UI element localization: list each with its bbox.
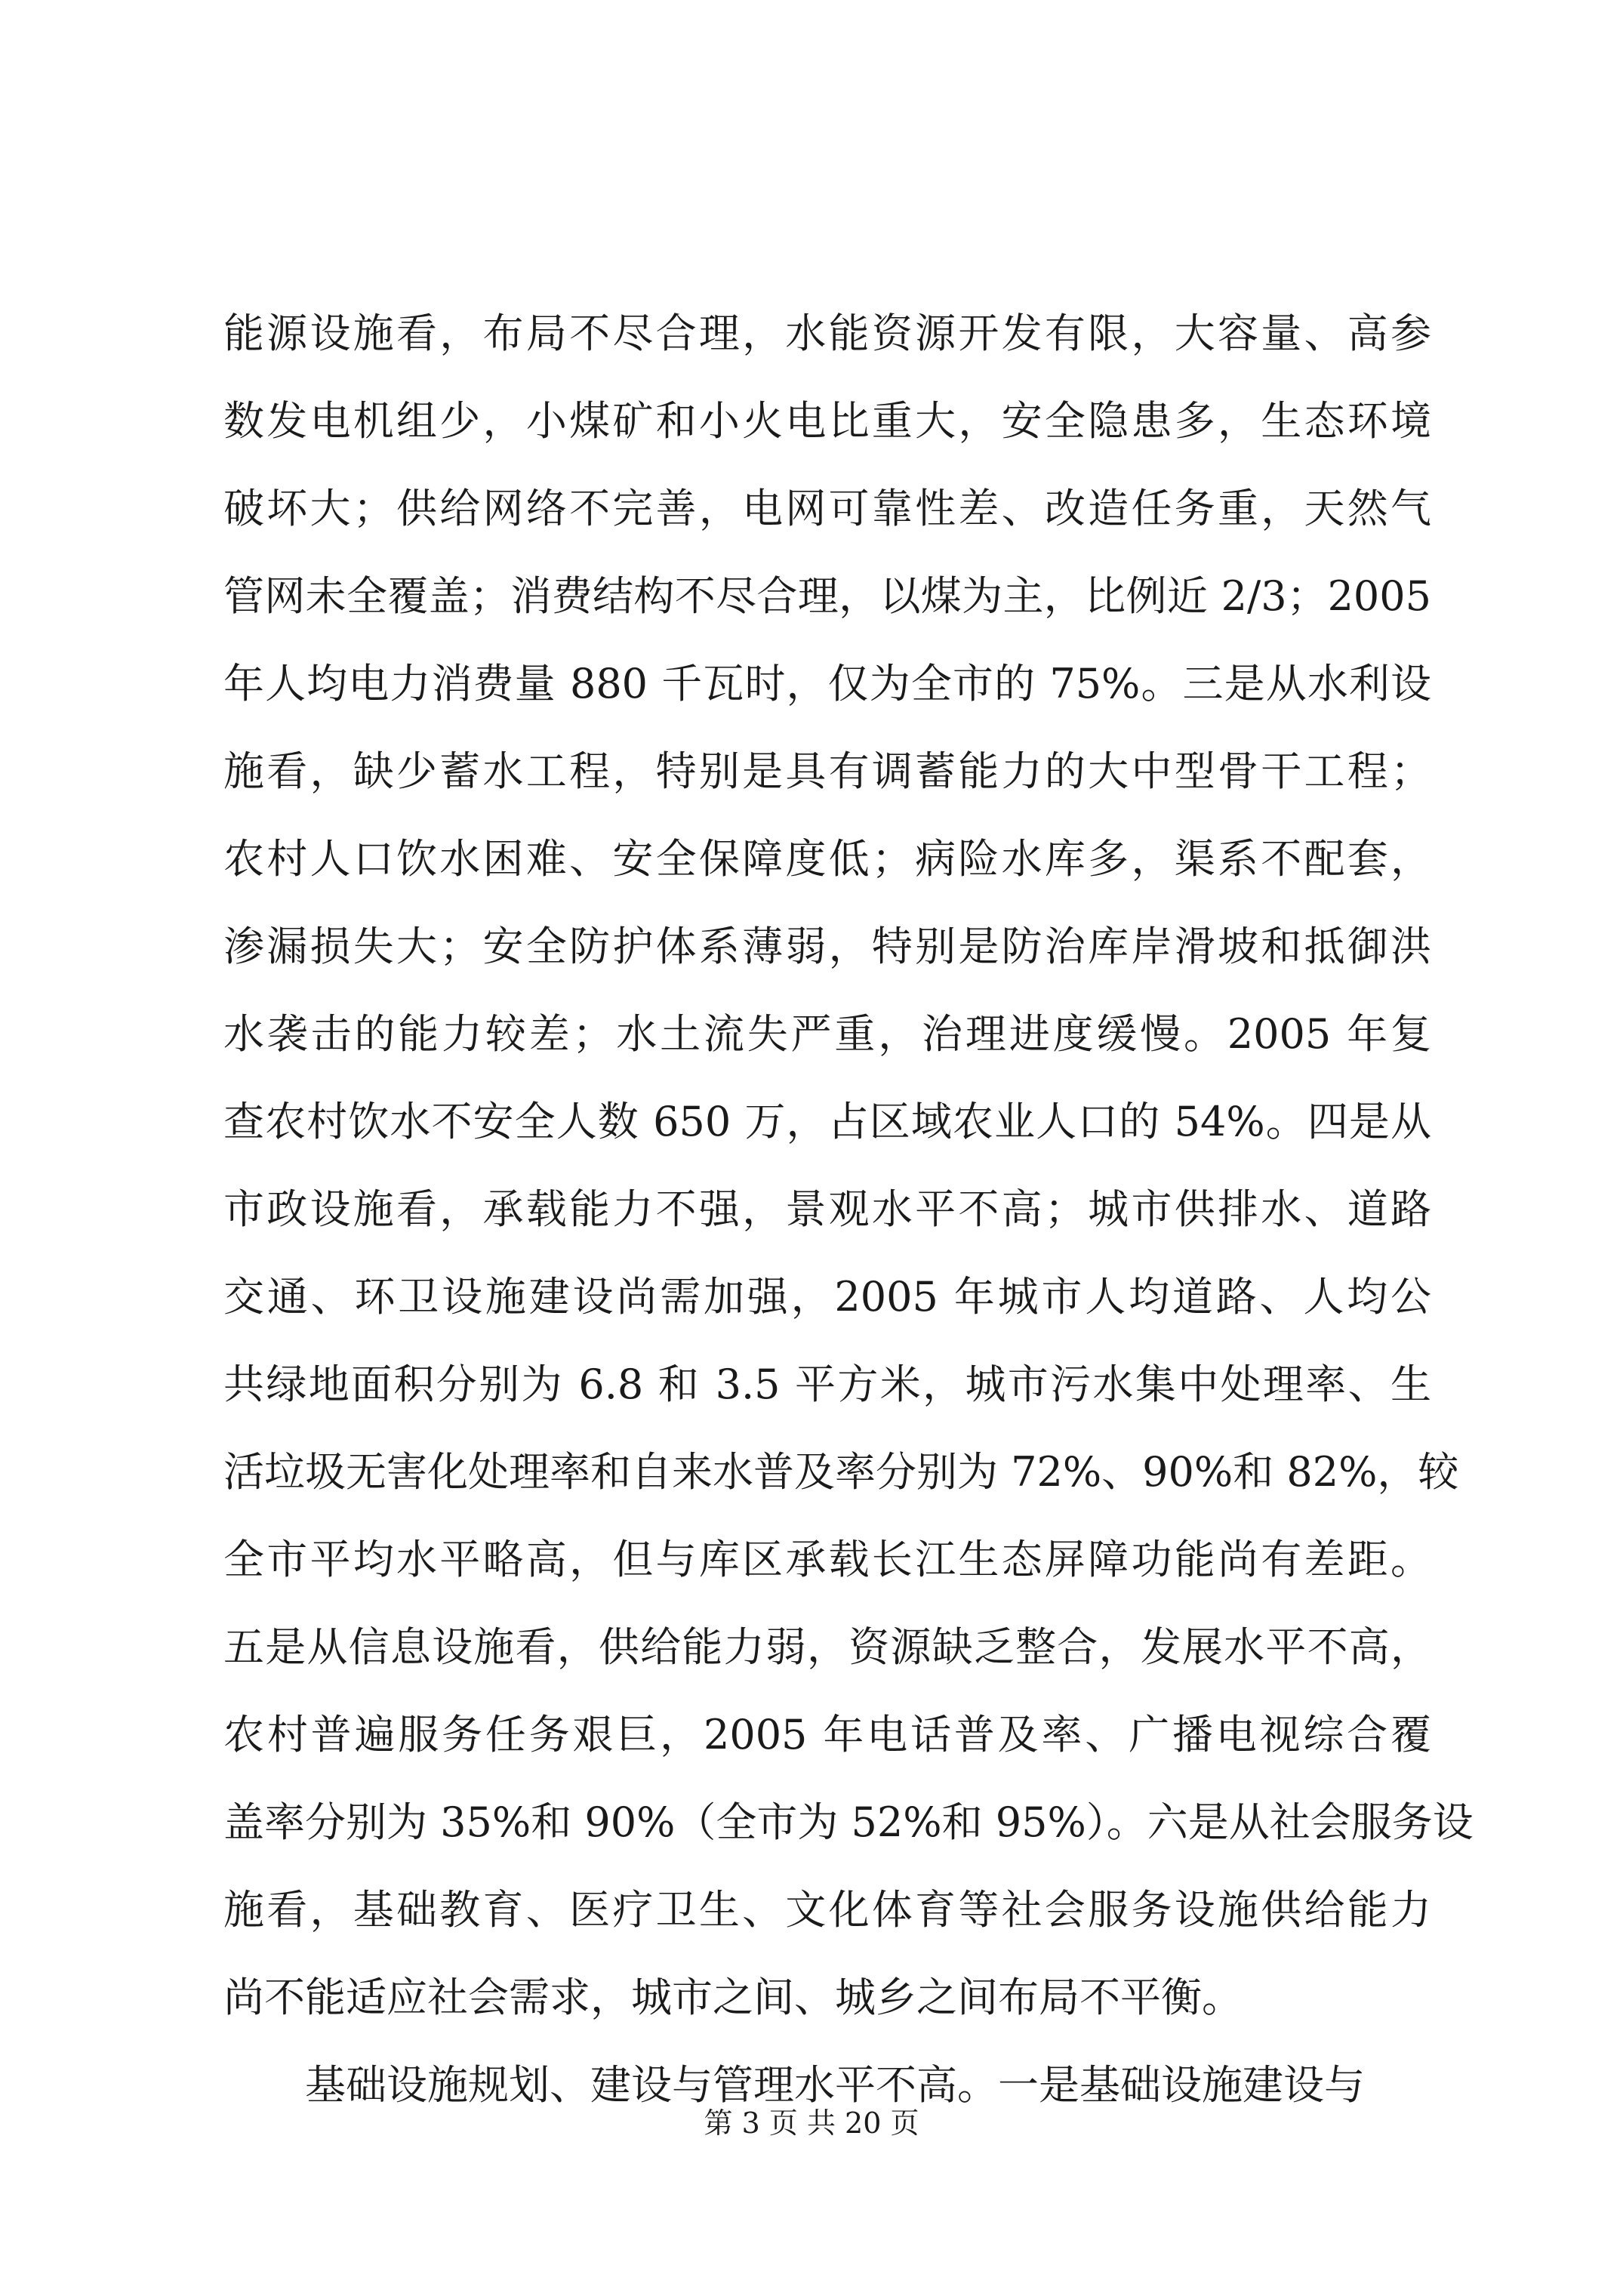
text-line: 市政设施看，承载能力不强，景观水平不高；城市供排水、道路 <box>223 1185 1431 1233</box>
text-line: 年人均电力消费量 880 千瓦时，仅为全市的 75%。三是从水利设 <box>223 660 1431 707</box>
text-line: 盖率分别为 35%和 90%（全市为 52%和 95%）。六是从社会服务设 <box>223 1798 1474 1846</box>
text-line: 渗漏损失大；安全防护体系薄弱，特别是防治库岸滑坡和抵御洪 <box>223 923 1431 970</box>
text-line: 管网未全覆盖；消费结构不尽合理，以煤为主，比例近 2/3；2005 <box>223 572 1431 620</box>
text-line: 交通、环卫设施建设尚需加强，2005 年城市人均道路、人均公 <box>223 1273 1431 1321</box>
body-text <box>223 290 1474 2129</box>
page-number-label: 第 3 页 共 20 页 <box>704 2106 919 2140</box>
text-line: 五是从信息设施看，供给能力弱，资源缺乏整合，发展水平不高， <box>223 1623 1431 1671</box>
text-line: 能源设施看，布局不尽合理，水能资源开发有限，大容量、高参 <box>223 310 1431 357</box>
text-line: 农村普遍服务任务艰巨，2005 年电话普及率、广播电视综合覆 <box>223 1711 1431 1758</box>
text-line: 施看，缺少蓄水工程，特别是具有调蓄能力的大中型骨干工程； <box>223 747 1431 795</box>
text-line: 破坏大；供给网络不完善，电网可靠性差、改造任务重，天然气 <box>223 485 1431 532</box>
text-line: 农村人口饮水困难、安全保障度低；病险水库多，渠系不配套， <box>223 835 1431 883</box>
text-line: 数发电机组少，小煤矿和小火电比重大，安全隐患多，生态环境 <box>223 397 1431 445</box>
text-line: 查农村饮水不安全人数 650 万，占区域农业人口的 54%。四是从 <box>223 1098 1431 1145</box>
text-line: 共绿地面积分别为 6.8 和 3.5 平方米，城市污水集中处理率、生 <box>223 1361 1431 1408</box>
paragraph-opening-line: 基础设施规划、建设与管理水平不高。一是基础设施建设与 <box>305 2061 1365 2109</box>
text-line: 施看，基础教育、医疗卫生、文化体育等社会服务设施供给能力 <box>223 1886 1431 1934</box>
text-line: 全市平均水平略高，但与库区承载长江生态屏障功能尚有差距。 <box>223 1536 1431 1583</box>
page-footer <box>0 2100 1623 2146</box>
text-line: 尚不能适应社会需求，城市之间、城乡之间布局不平衡。 <box>223 1974 1243 2021</box>
text-line: 活垃圾无害化处理率和自来水普及率分别为 72%、90%和 82%，较 <box>223 1448 1459 1496</box>
text-line: 水袭击的能力较差；水土流失严重，治理进度缓慢。2005 年复 <box>223 1010 1431 1058</box>
